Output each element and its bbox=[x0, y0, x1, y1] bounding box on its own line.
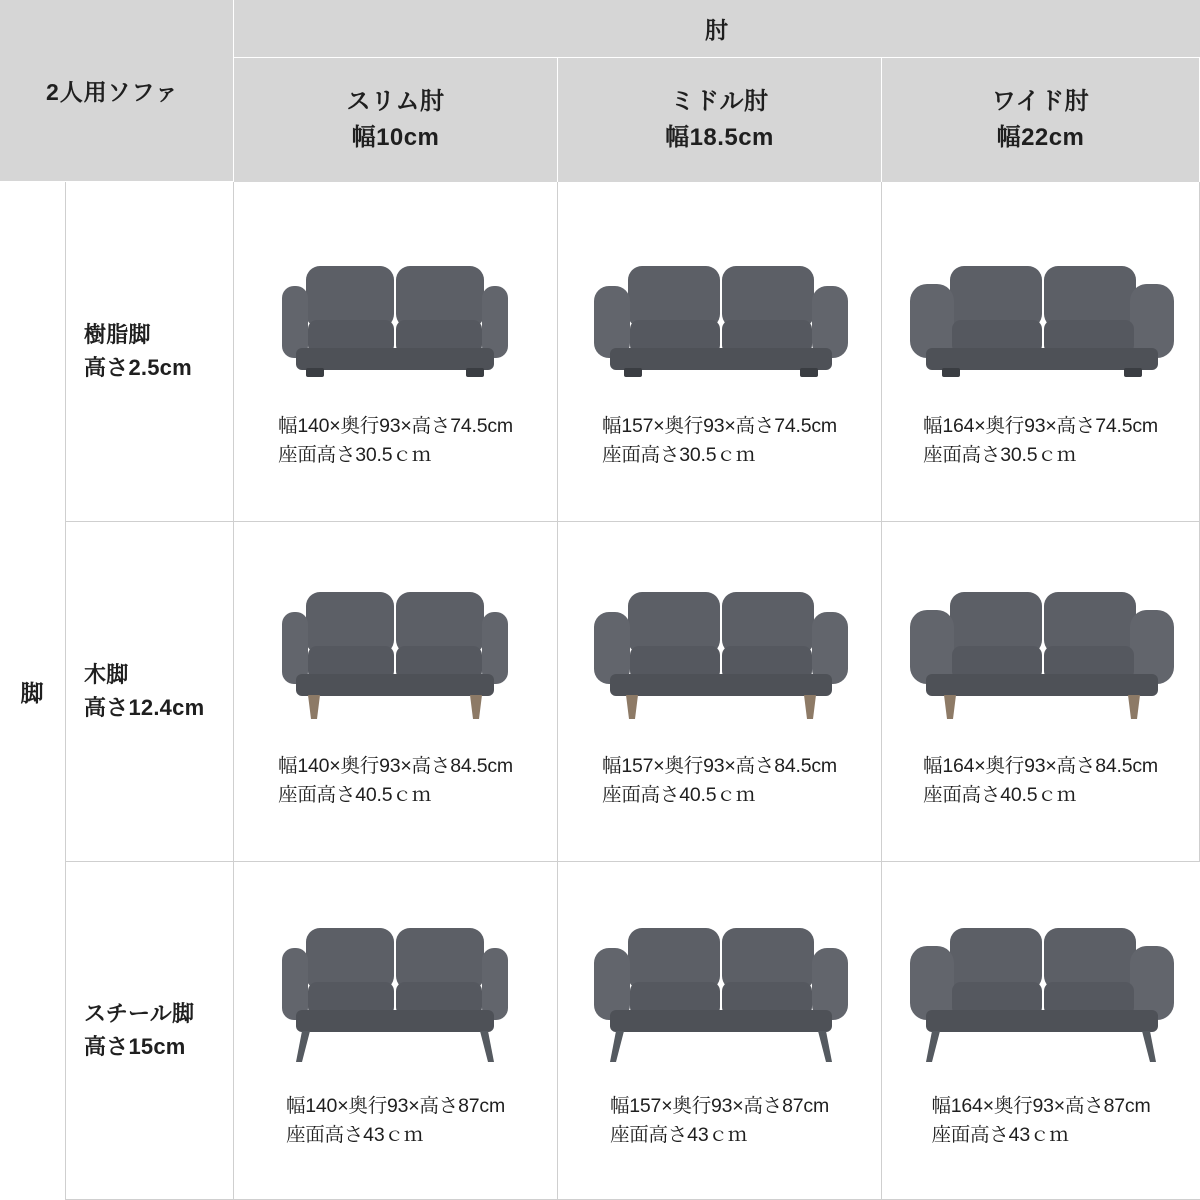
column-group-label: 肘 bbox=[705, 17, 729, 43]
spec-text bbox=[923, 412, 1158, 471]
sofa-image-wrap bbox=[580, 548, 860, 738]
product-cell-wood-wide bbox=[882, 522, 1200, 862]
spec-dimensions: 幅164×奥行93×高さ84.5cm bbox=[923, 755, 1158, 777]
spec-dimensions: 幅157×奥行93×高さ74.5cm bbox=[602, 415, 837, 437]
spec-text bbox=[923, 752, 1158, 811]
spec-seat-height: 座面高さ30.5ｃｍ bbox=[278, 444, 432, 467]
spec-dimensions: 幅164×奥行93×高さ74.5cm bbox=[923, 415, 1158, 437]
spec-dimensions: 幅157×奥行93×高さ84.5cm bbox=[602, 755, 837, 777]
spec-text bbox=[278, 412, 513, 471]
row-header-height: 高さ12.4cm bbox=[84, 694, 205, 720]
sofa-image-wrap bbox=[898, 548, 1184, 738]
column-header-name: ワイド肘 bbox=[991, 88, 1090, 115]
sofa-image-wrap bbox=[266, 888, 526, 1078]
spec-text bbox=[602, 412, 837, 471]
sofa-image-wrap bbox=[898, 208, 1184, 398]
row-header-name: 樹脂脚 bbox=[84, 321, 151, 347]
column-header-slim bbox=[234, 58, 558, 182]
spec-text bbox=[286, 1092, 505, 1151]
sofa-image-wrap bbox=[580, 208, 860, 398]
sofa-image-wrap bbox=[898, 888, 1184, 1078]
product-cell-steel-wide bbox=[882, 862, 1200, 1200]
column-header-middle bbox=[558, 58, 882, 182]
product-cell-wood-slim bbox=[234, 522, 558, 862]
sofa-image-wrap bbox=[266, 548, 526, 738]
column-header-wide bbox=[882, 58, 1200, 182]
row-header-height: 高さ15cm bbox=[84, 1033, 186, 1059]
sofa-illustration bbox=[580, 578, 860, 738]
spec-seat-height: 座面高さ43ｃｍ bbox=[285, 1124, 424, 1147]
spec-text bbox=[602, 752, 837, 811]
product-cell-resin-middle bbox=[558, 182, 882, 522]
sofa-illustration bbox=[898, 248, 1184, 398]
sofa-image-wrap bbox=[580, 888, 860, 1078]
row-header-height: 高さ2.5cm bbox=[84, 354, 192, 380]
spec-dimensions: 幅140×奥行93×高さ74.5cm bbox=[278, 415, 513, 437]
sofa-illustration bbox=[898, 578, 1184, 738]
spec-dimensions: 幅157×奥行93×高さ87cm bbox=[609, 1095, 830, 1117]
sofa-illustration bbox=[266, 916, 526, 1078]
sofa-image-wrap bbox=[266, 208, 526, 398]
column-header-width: 幅18.5cm bbox=[665, 124, 774, 151]
spec-seat-height: 座面高さ43ｃｍ bbox=[609, 1124, 748, 1147]
sofa-illustration bbox=[898, 916, 1184, 1078]
spec-dimensions: 幅140×奥行93×高さ84.5cm bbox=[278, 755, 513, 777]
spec-seat-height: 座面高さ40.5ｃｍ bbox=[278, 784, 432, 807]
spec-seat-height: 座面高さ40.5ｃｍ bbox=[923, 784, 1077, 807]
column-header-width: 幅10cm bbox=[351, 124, 440, 151]
spec-dimensions: 幅140×奥行93×高さ87cm bbox=[285, 1095, 506, 1117]
spec-dimensions: 幅164×奥行93×高さ87cm bbox=[931, 1095, 1151, 1117]
spec-seat-height: 座面高さ43ｃｍ bbox=[931, 1124, 1069, 1147]
column-header-name: ミドル肘 bbox=[670, 88, 769, 115]
sofa-illustration bbox=[580, 916, 860, 1078]
product-cell-steel-slim bbox=[234, 862, 558, 1200]
spec-seat-height: 座面高さ30.5ｃｍ bbox=[602, 444, 756, 467]
spec-seat-height: 座面高さ40.5ｃｍ bbox=[602, 784, 756, 807]
sofa-illustration bbox=[580, 248, 860, 398]
sofa-illustration bbox=[266, 578, 526, 738]
row-header-resin-leg bbox=[66, 182, 234, 522]
sofa-illustration bbox=[266, 248, 526, 398]
row-header-steel-leg bbox=[66, 862, 234, 1200]
spec-text bbox=[610, 1092, 829, 1151]
product-cell-resin-slim bbox=[234, 182, 558, 522]
row-group-header bbox=[0, 182, 66, 1200]
product-cell-steel-middle bbox=[558, 862, 882, 1200]
spec-text bbox=[278, 752, 513, 811]
column-header-name: スリム肘 bbox=[346, 88, 445, 115]
row-header-wood-leg bbox=[66, 522, 234, 862]
spec-seat-height: 座面高さ30.5ｃｍ bbox=[923, 444, 1077, 467]
table-corner-header bbox=[0, 0, 234, 182]
spec-text bbox=[931, 1092, 1150, 1151]
row-header-name: 木脚 bbox=[84, 661, 129, 687]
column-header-width: 幅22cm bbox=[996, 124, 1085, 151]
corner-label: 2人用ソファ bbox=[46, 79, 179, 105]
row-group-label: 脚 bbox=[20, 679, 45, 706]
row-header-name: スチール脚 bbox=[84, 1000, 195, 1026]
product-cell-resin-wide bbox=[882, 182, 1200, 522]
product-cell-wood-middle bbox=[558, 522, 882, 862]
column-group-header bbox=[234, 0, 1200, 58]
